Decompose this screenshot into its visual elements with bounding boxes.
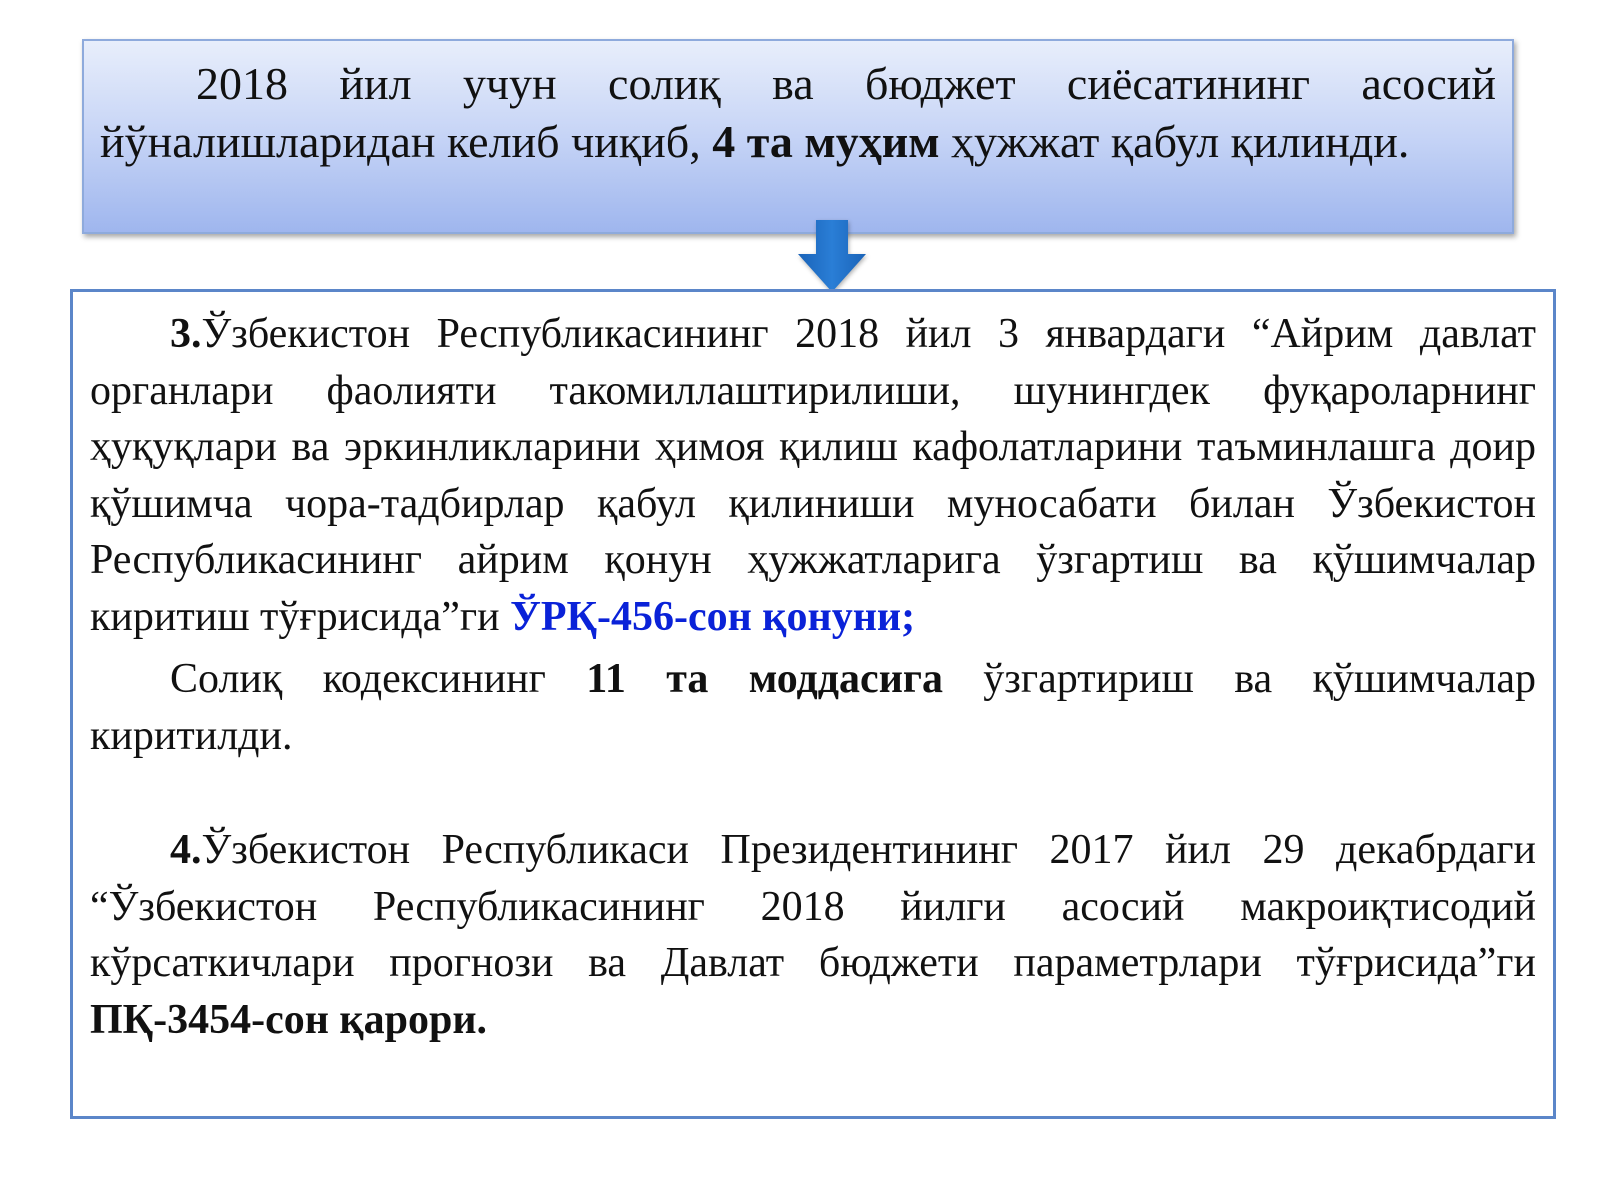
- item-3-law: ЎРҚ-456-сон қонуни;: [510, 593, 916, 640]
- item-4-number: 4.: [170, 827, 202, 873]
- tax-code-text-start: Солиқ кодексининг: [170, 656, 587, 702]
- header-text: [100, 55, 1496, 171]
- item-4-text: Ўзбекистон Республикаси Президентининг 2017 йил 29 декабрдаги “Ўзбекистон Республикасининг 2018 йилги асосий макроиқтисодий кўрсаткичлари прогнози ва Давлат бюджети параметрлари тўғрисида”ги: [90, 827, 1536, 986]
- tax-code-text-bold: 11 та моддасига: [586, 656, 943, 702]
- tax-code-paragraph: [90, 651, 1536, 764]
- down-arrow-icon: [796, 220, 868, 294]
- header-text-bold: 4 та муҳим: [712, 116, 940, 167]
- item-3-text: Ўзбекистон Республикасининг 2018 йил 3 январдаги “Айрим давлат органлари фаолияти такомиллаштирилиши, шунингдек фуқароларнинг ҳуқуқлари ва эркинликларини ҳимоя қилиш кафолатларини таъминлашга доир қўшимча чора-тадбирлар қабул қилиниши муносабати билан Ўзбекистон Республикасининг айрим қонун ҳужжатларига ўзгартиш ва қўшимчалар киритиш тўғрисида”ги: [90, 311, 1536, 640]
- item-4-paragraph: [90, 822, 1536, 1048]
- tax-code-text-end: ўзгартириш ва қўшимчалар киритилди.: [90, 656, 1537, 759]
- header-text-end: ҳужжат қабул қилинди.: [939, 116, 1410, 167]
- header-text-start: 2018 йил учун солиқ ва бюджет сиёсатининг асосий йўналишларидан келиб чиқиб,: [100, 58, 1496, 167]
- header-box: [82, 39, 1514, 234]
- item-3-number: 3.: [170, 311, 202, 357]
- content-box: [70, 289, 1556, 1119]
- item-3-paragraph: [90, 306, 1536, 645]
- item-4-decree: ПҚ-3454-сон қарори.: [90, 996, 488, 1043]
